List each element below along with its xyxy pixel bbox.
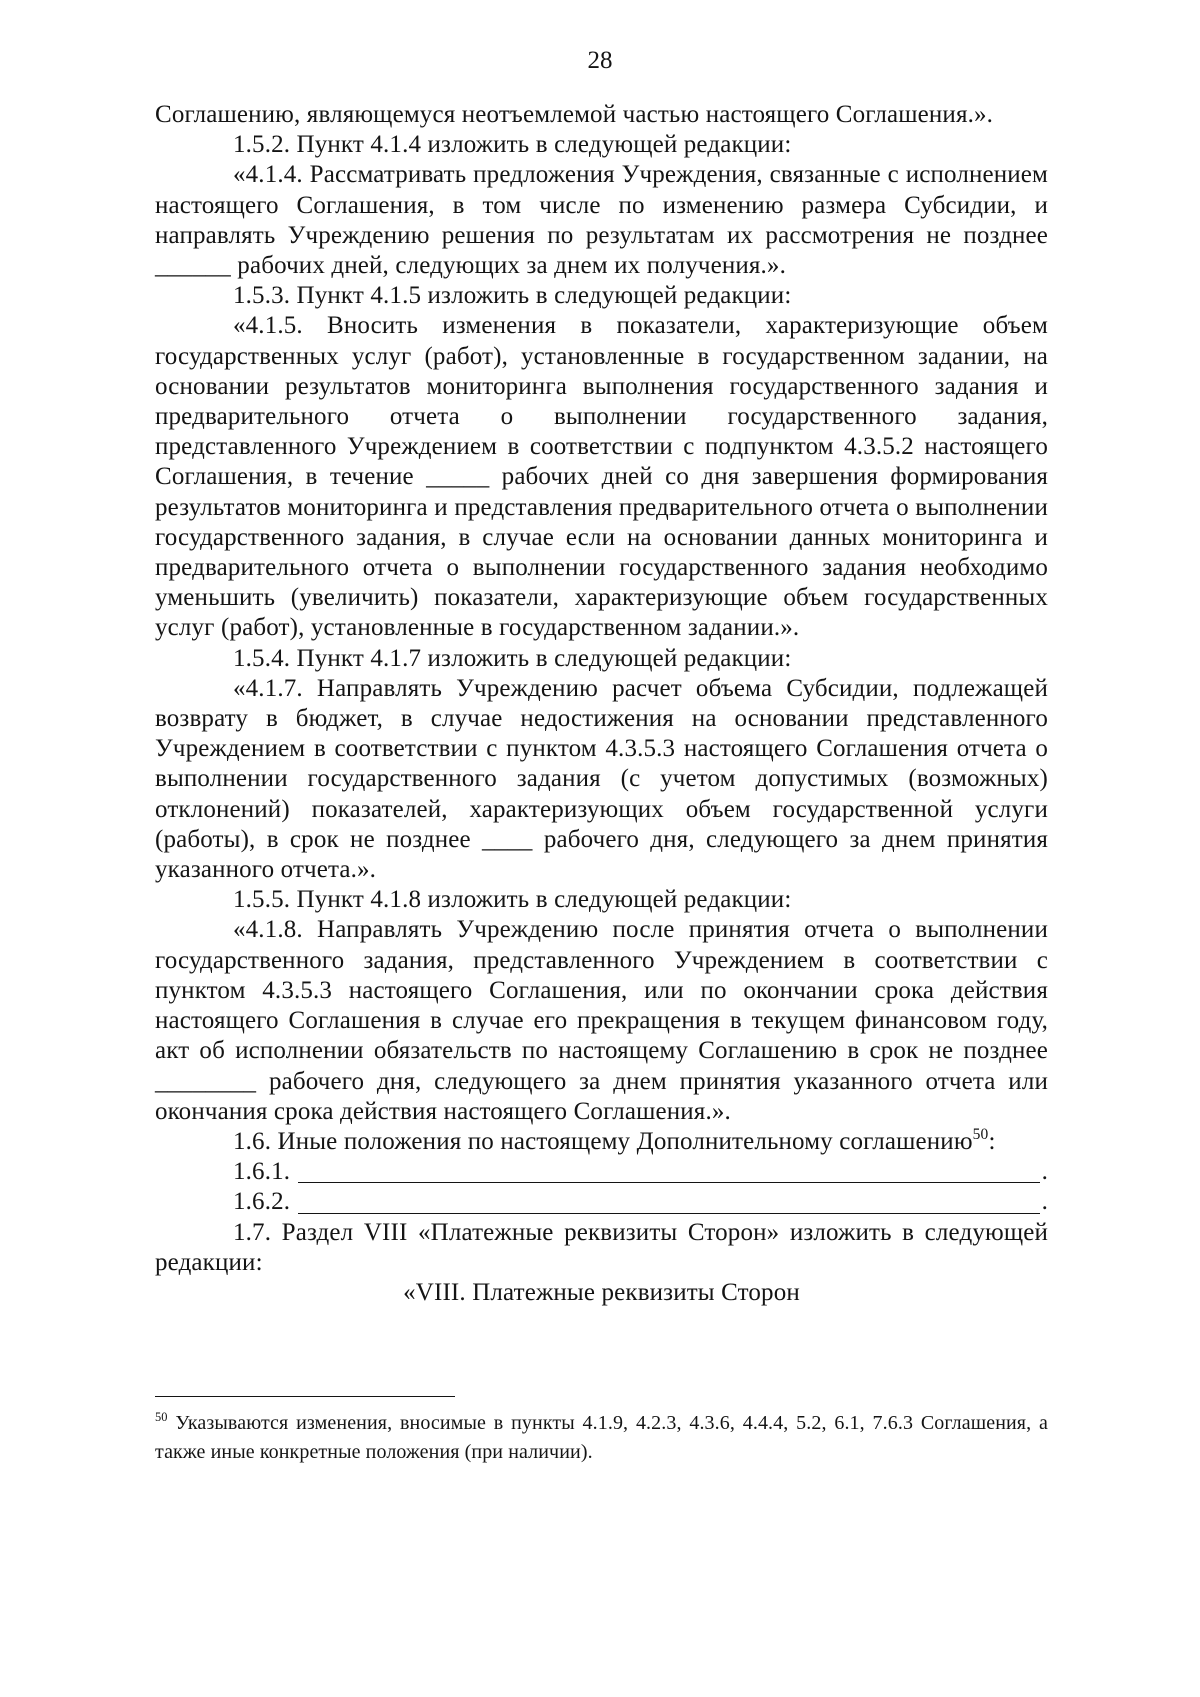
item-number: 1.6.1. bbox=[233, 1158, 291, 1186]
section-viii-heading: «VIII. Платежные реквизиты Сторон bbox=[403, 1278, 800, 1306]
paragraph-4-1-4: «4.1.4. Рассматривать предложения Учреждения, связанные с исполнением настоящего Соглашения, в том числе по изменению размера Субсидии, и направлять Учреждению решения по результатам их рассмотрения не позднее ______ рабочих дней, следующих за днем их получения.». bbox=[155, 161, 1048, 280]
document-body bbox=[155, 100, 1048, 1308]
line-period: . bbox=[1041, 1188, 1048, 1216]
paragraph-1-5-3: 1.5.3. Пункт 4.1.5 изложить в следующей редакции: bbox=[233, 282, 792, 310]
paragraph-continuation: Соглашению, являющемуся неотъемлемой частью настоящего Соглашения.». bbox=[155, 101, 994, 128]
paragraph-1-6-2 bbox=[155, 1187, 1048, 1217]
paragraph-1-5-2: 1.5.2. Пункт 4.1.4 изложить в следующей редакции: bbox=[233, 131, 792, 159]
footnote-text: Указываются изменения, вносимые в пункты 4.1.9, 4.2.3, 4.3.6, 4.4.4, 5.2, 6.1, 7.6.3 Соглашения, а также иные конкретные положения (при наличии). bbox=[155, 1412, 1048, 1463]
blank-line bbox=[298, 1212, 1039, 1214]
item-number: 1.6.2. bbox=[233, 1188, 291, 1216]
footnote-area bbox=[155, 1396, 1048, 1467]
footnote-reference: 50 bbox=[972, 1125, 989, 1143]
paragraph-1-6-text: 1.6. Иные положения по настоящему Дополнительному соглашению bbox=[233, 1127, 973, 1155]
paragraph-1-6-1 bbox=[155, 1157, 1048, 1187]
paragraph-1-6 bbox=[155, 1127, 1048, 1157]
paragraph-1-6-colon: : bbox=[988, 1127, 996, 1155]
paragraph-4-1-7: «4.1.7. Направлять Учреждению расчет объема Субсидии, подлежащей возврату в бюджет, в случае недостижения на основании представленного Учреждением в соответствии с пунктом 4.3.5.3 настоящего Соглашения отчета о выполнении государственного задания (с учетом допустимых (возможных) отклонений) показателей, характеризующих объем государственной услуги (работы), в срок не позднее ____ рабочего дня, следующего за днем принятия указанного отчета.». bbox=[155, 674, 1048, 884]
page-number: 28 bbox=[587, 47, 613, 74]
paragraph-1-5-5: 1.5.5. Пункт 4.1.8 изложить в следующей редакции: bbox=[233, 886, 792, 914]
paragraph-1-7: 1.7. Раздел VIII «Платежные реквизиты Сторон» изложить в следующей редакции: bbox=[155, 1218, 1048, 1276]
paragraph-1-5-4: 1.5.4. Пункт 4.1.7 изложить в следующей редакции: bbox=[233, 644, 792, 672]
paragraph-4-1-5: «4.1.5. Вносить изменения в показатели, характеризующие объем государственных услуг (работ), установленные в государственном задании, на основании результатов мониторинга выполнения государственного задания и предварительного отчета о выполнении государственного задания, представленного Учреждением в соответствии с подпунктом 4.3.5.2 настоящего Соглашения, в течение _____ рабочих дней со дня завершения формирования результатов мониторинга и представления предварительного отчета о выполнении государственного задания, в случае если на основании данных мониторинга и предварительного отчета о выполнении государственного задания необходимо уменьшить (увеличить) показатели, характеризующие объем государственных услуг (работ), установленные в государственном задании.». bbox=[155, 312, 1048, 642]
paragraph-4-1-8: «4.1.8. Направлять Учреждению после принятия отчета о выполнении государственного задания, представленного Учреждением в соответствии с пунктом 4.3.5.3 настоящего Соглашения, или по окончании срока действия настоящего Соглашения в случае его прекращения в текущем финансовом году, акт об исполнении обязательств по настоящему Соглашению в срок не позднее ________ рабочего дня, следующего за днем принятия указанного отчета или окончания срока действия настоящего Соглашения.». bbox=[155, 916, 1048, 1125]
footnote-marker: 50 bbox=[155, 1409, 168, 1424]
line-period: . bbox=[1041, 1158, 1048, 1186]
footnote bbox=[155, 1409, 1048, 1467]
blank-line bbox=[298, 1181, 1039, 1183]
footnote-separator bbox=[155, 1396, 455, 1397]
